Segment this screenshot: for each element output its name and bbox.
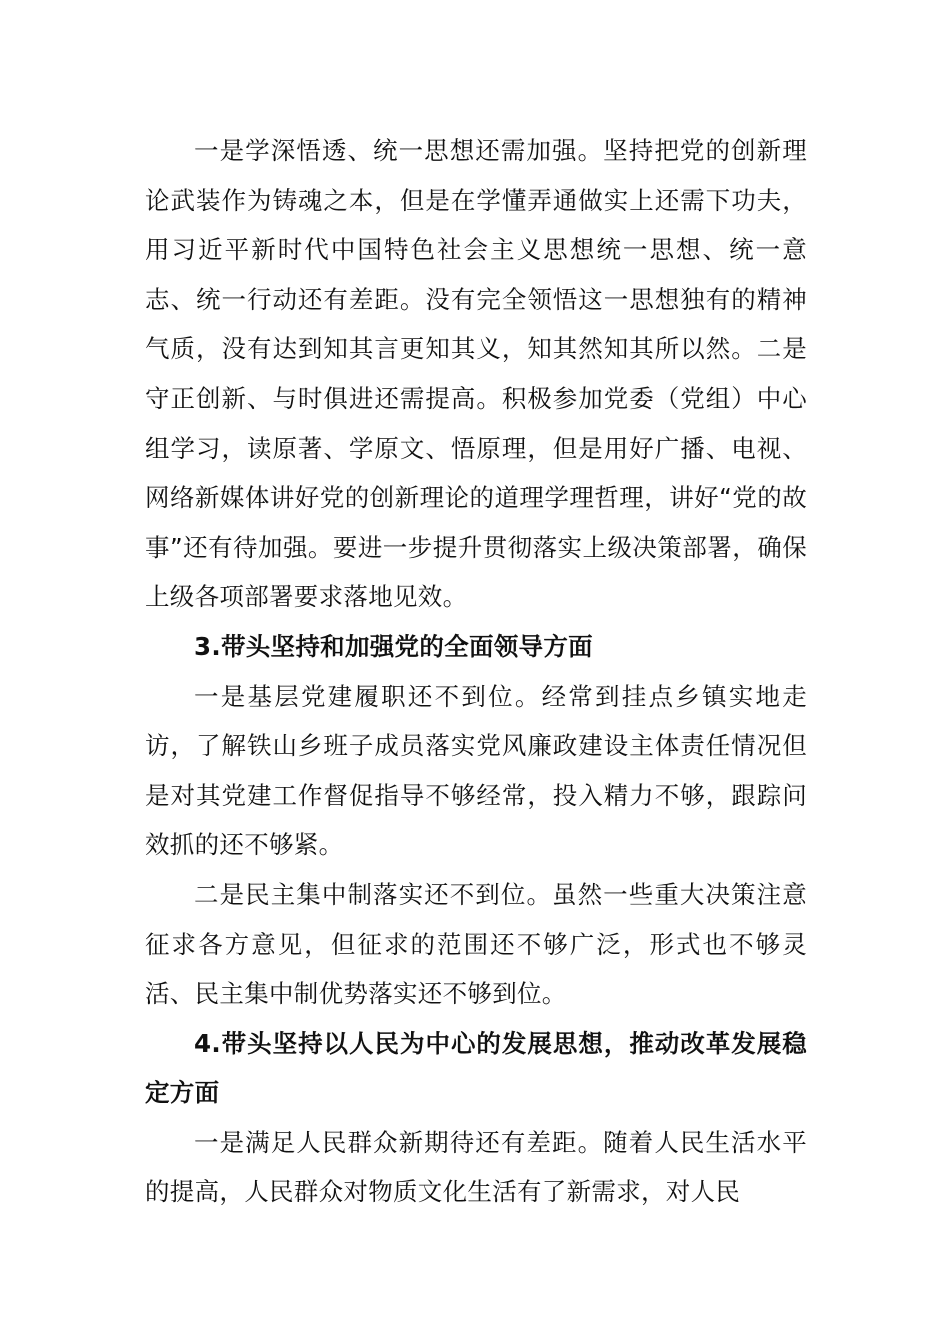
document-body	[145, 126, 807, 1217]
section-heading-people-centered: 4.带头坚持以人民为中心的发展思想，推动改革发展稳定方面	[145, 1028, 807, 1108]
paragraph-people-expectations: 一是满足人民群众新期待还有差距。随着人民生活水平的提高，人民群众对物质文化生活有了新需求，对人民	[145, 1127, 807, 1207]
paragraph-grassroots-party-building: 一是基层党建履职还不到位。经常到挂点乡镇实地走访，了解铁山乡班子成员落实党风廉政建设主体责任情况但是对其党建工作督促指导不够经常，投入精力不够，跟踪问效抓的还不够紧。	[145, 681, 807, 860]
paragraph-study-thought: 一是学深悟透、统一思想还需加强。坚持把党的创新理论武装作为铸魂之本，但是在学懂弄通做实上还需下功夫，用习近平新时代中国特色社会主义思想统一思想、统一意志、统一行动还有差距。没有完全领悟这一思想独有的精神气质，没有达到知其言更知其义，知其然知其所以然。二是守正创新、与时俱进还需提高。积极参加党委（党组）中心组学习，读原著、学原文、悟原理，但是用好广播、电视、网络新媒体讲好党的创新理论的道理学理哲理，讲好“党的故事”还有待加强。要进一步提升贯彻落实上级决策部署，确保上级各项部署要求落地见效。	[145, 136, 807, 612]
section-heading-party-leadership: 3.带头坚持和加强党的全面领导方面	[194, 631, 593, 661]
paragraph-democratic-centralism: 二是民主集中制落实还不到位。虽然一些重大决策注意征求各方意见，但征求的范围还不够广泛，形式也不够灵活、民主集中制优势落实还不够到位。	[145, 879, 807, 1009]
